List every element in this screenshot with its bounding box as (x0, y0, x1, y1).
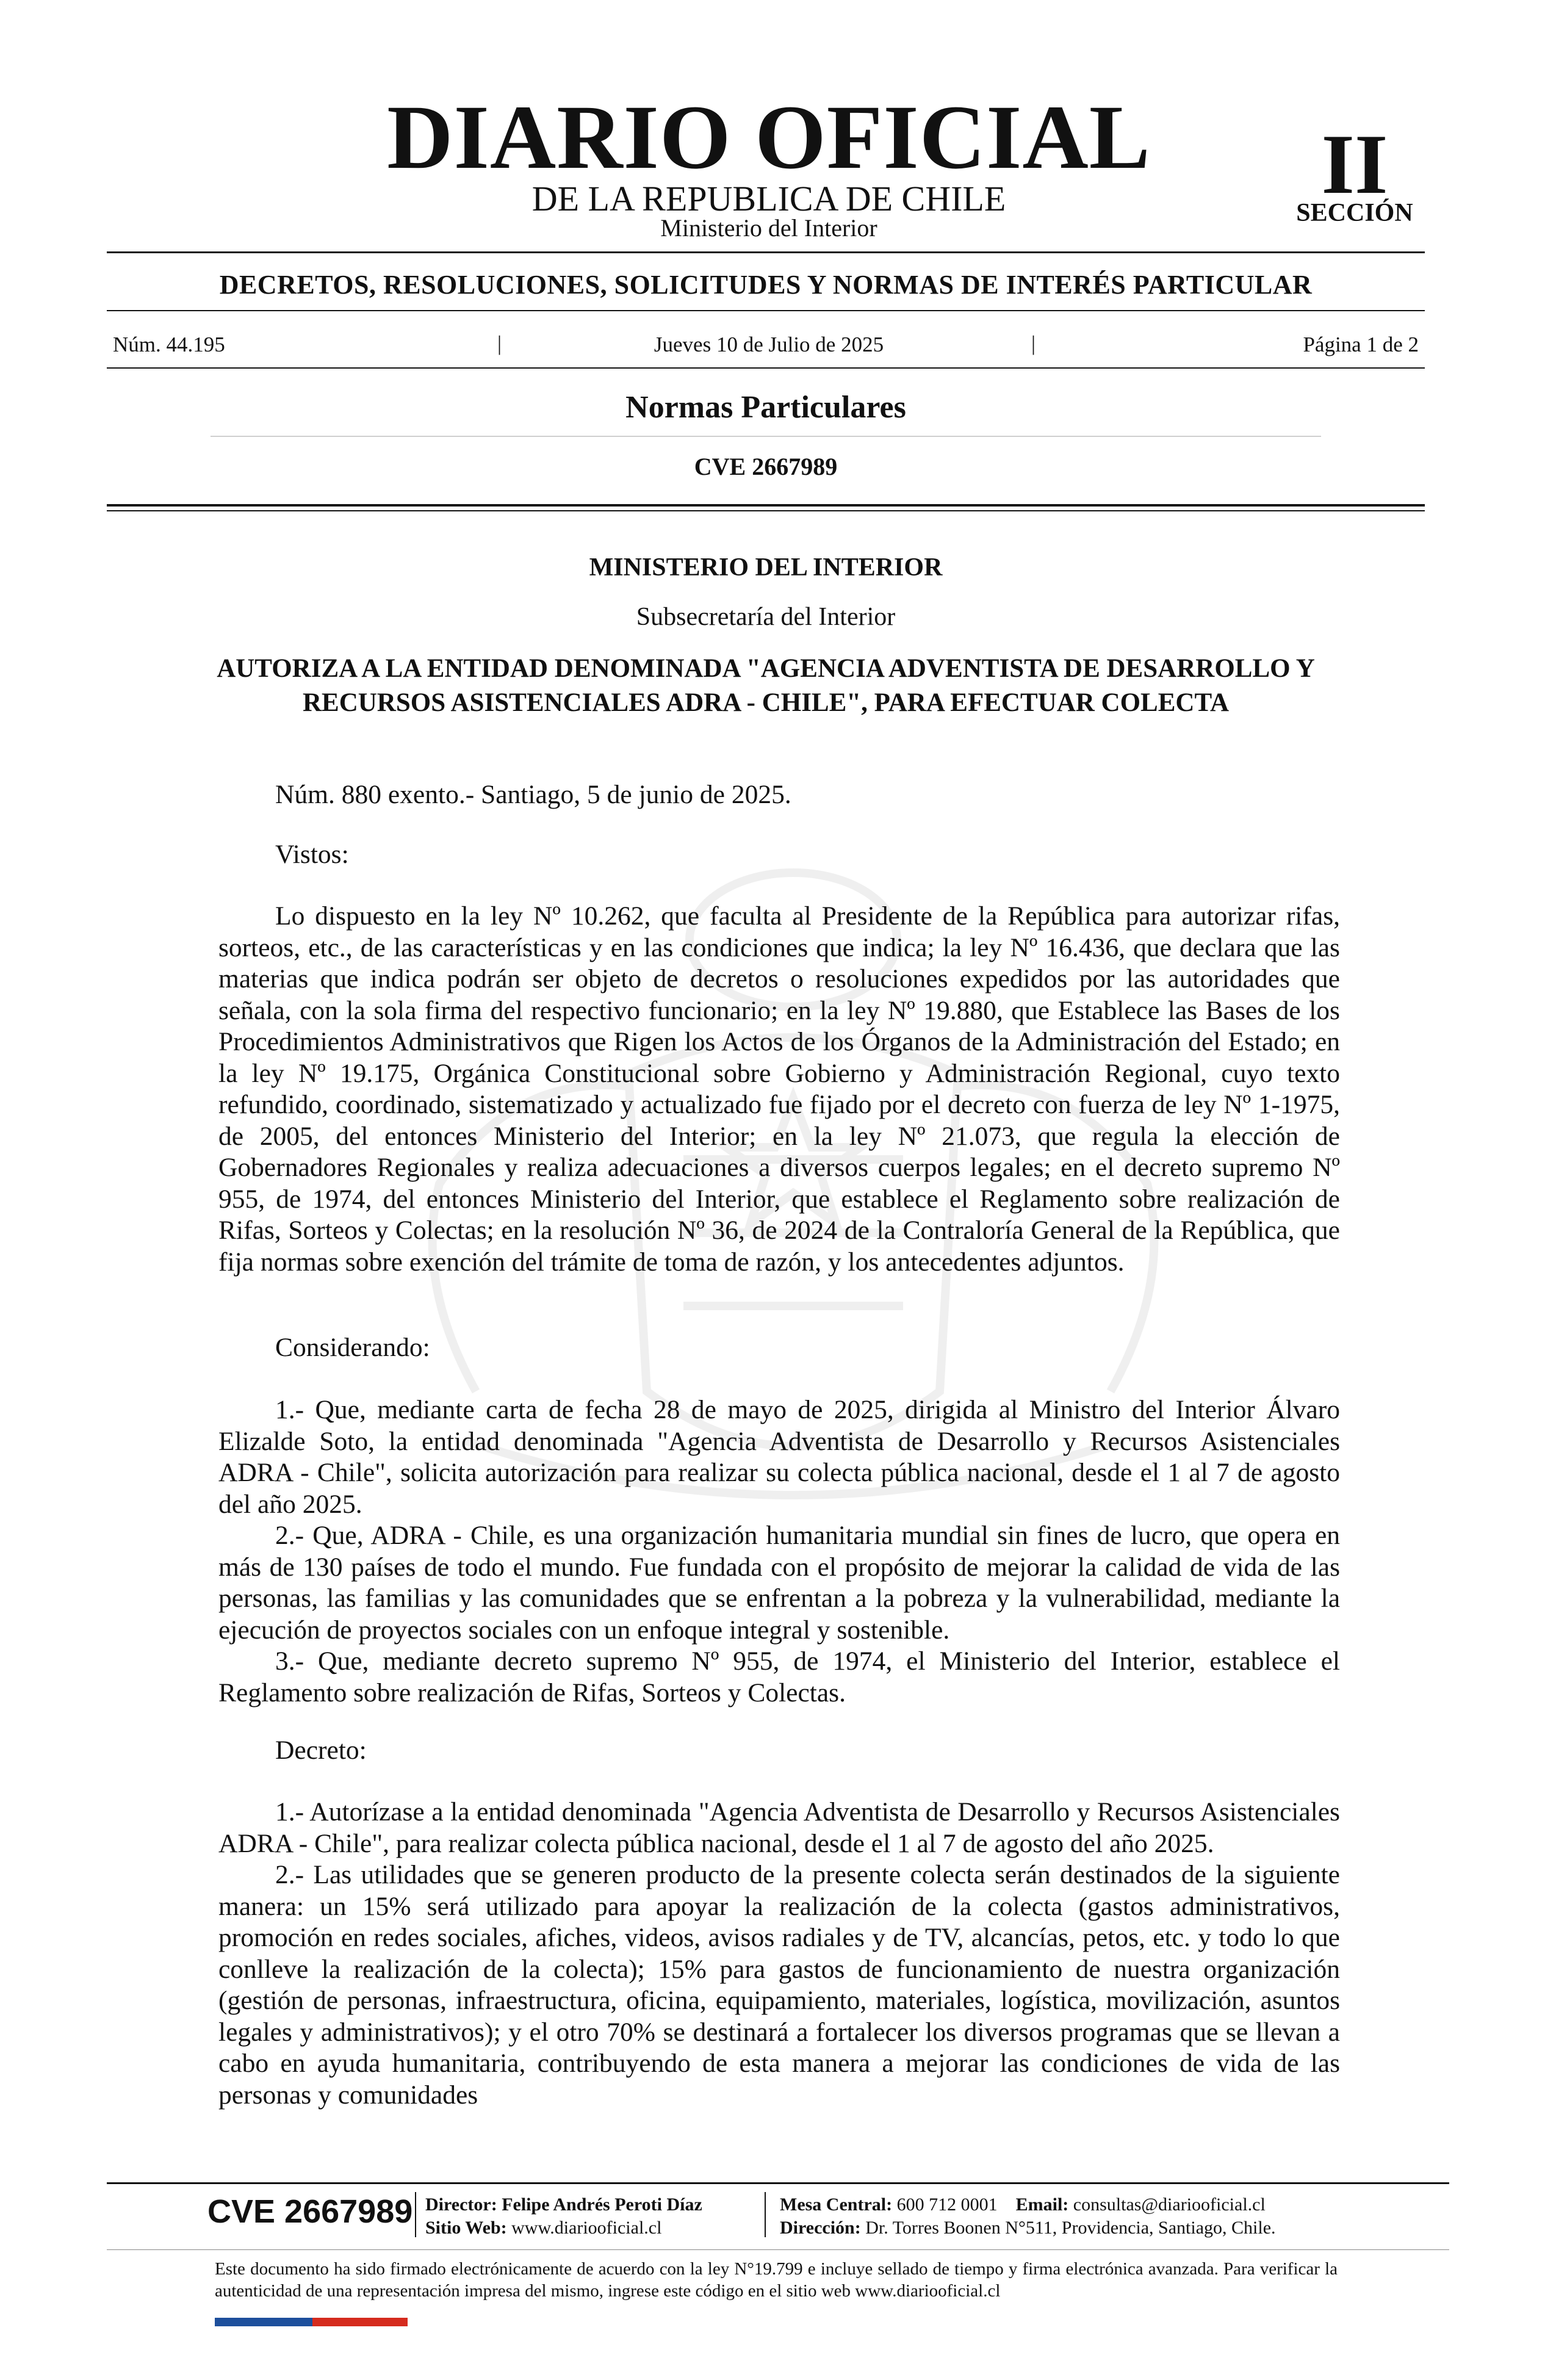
footer-cve: CVE 2667989 (207, 2193, 413, 2230)
decreto-heading: Decreto: (275, 1736, 367, 1765)
issue-date: Jueves 10 de Julio de 2025 (654, 333, 884, 356)
issue-separator: | (497, 331, 502, 355)
email-link[interactable]: consultas@diariooficial.cl (1073, 2194, 1266, 2215)
decreto-body (218, 1797, 1340, 2111)
masthead-title: DIARIO OFICIAL (387, 87, 1151, 188)
considerando-item: 3.- Que, mediante decreto supremo Nº 955, de 1974, el Ministerio del Interior, establece el Reglamento sobre realización de Rifas, Sorteos y Colectas. (218, 1646, 1340, 1707)
flag-stripe-blue (215, 2318, 312, 2326)
vistos-paragraph: Lo dispuesto en la ley Nº 10.262, que faculta al Presidente de la República para autorizar rifas, sorteos, etc., de las características y en las condiciones que indica; la ley Nº 16.436, que declara que las materias que indica podrán ser objeto de decretos o resoluciones expedidos por las autoridades que señala, con la sola firma del respectivo funcionario; en la ley Nº 19.880, que Establece las Bases de los Procedimientos Administrativos que Rigen los Actos de los Órganos de la Administración del Estado; en la ley Nº 19.175, Orgánica Constitucional sobre Gobierno y Administración Regional, cuyo texto refundido, coordinado, sistematizado y actualizado fue fijado por el decreto con fuerza de ley Nº 1-1975, de 2005, del entonces Ministerio del Interior; en la ley Nº 21.073, que regula la elección de Gobernadores Regionales y realiza adecuaciones a diversos cuerpos legales; en el decreto supremo Nº 955, de 1974, del entonces Ministerio del Interior, que establece el Reglamento sobre realización de Rifas, Sorteos y Colectas; en la resolución Nº 36, de 2024 de la Contraloría General de la República, que fija normas sobre exención del trámite de toma de razón, y los antecedentes adjuntos. (218, 901, 1340, 1277)
divider (107, 367, 1425, 369)
footer-divider-thin (107, 2249, 1449, 2250)
issue-page: Página 1 de 2 (1303, 333, 1419, 356)
vistos-heading: Vistos: (275, 840, 349, 869)
footer-director-block (425, 2193, 702, 2240)
web-label: Sitio Web: (425, 2218, 507, 2238)
divider (107, 510, 1425, 511)
divider (107, 504, 1425, 507)
direccion-value: Dr. Torres Boonen N°511, Providencia, Santiago, Chile. (865, 2218, 1276, 2238)
footer-separator (765, 2192, 766, 2237)
vistos-body (218, 901, 1340, 1278)
footer-divider (107, 2182, 1449, 2184)
footer-separator (415, 2192, 416, 2237)
director-name: Felipe Andrés Peroti Díaz (502, 2194, 702, 2215)
normas-title: Normas Particulares (625, 390, 906, 425)
masthead-subtitle: DE LA REPUBLICA DE CHILE (531, 179, 1006, 218)
section-label: SECCIÓN (1296, 199, 1413, 227)
decreto-section (218, 1735, 1340, 1767)
ministry-heading: MINISTERIO DEL INTERIOR (589, 554, 943, 582)
decreto-item: 1.- Autorízase a la entidad denominada "Agencia Adventista de Desarrollo y Recursos Asistenciales ADRA - Chile", para realizar colecta pública nacional, desde el 1 al 7 de agosto del año 2025. (218, 1797, 1340, 1858)
mesa-label: Mesa Central: (780, 2194, 893, 2215)
issue-separator: | (1031, 331, 1036, 355)
considerando-item: 1.- Que, mediante carta de fecha 28 de mayo de 2025, dirigida al Ministro del Interior Álvaro Elizalde Soto, la entidad denominada "Agencia Adventista de Desarrollo y Recursos Asistenciales ADRA - Chile", solicita autorización para realizar su colecta pública nacional, desde el 1 al 7 de agosto del año 2025. (218, 1395, 1340, 1519)
vistos-section (218, 839, 1340, 871)
document-number-line (218, 779, 1340, 811)
issue-number: Núm. 44.195 (113, 333, 225, 356)
divider (107, 310, 1425, 311)
director-label: Director: (425, 2194, 497, 2215)
considerando-heading: Considerando: (275, 1333, 430, 1362)
subsecretaria-heading: Subsecretaría del Interior (636, 603, 896, 631)
number-line: Núm. 880 exento.- Santiago, 5 de junio de 2025. (275, 780, 791, 809)
footer-note: Este documento ha sido firmado electrónicamente de acuerdo con la ley N°19.799 e incluye sellado de tiempo y firma electrónica avanzada. Para verificar la autenticidad de una representación impresa del mismo, ingrese este código en el sitio web www.diariooficial.cl (215, 2259, 1338, 2301)
email-label: Email: (1015, 2194, 1069, 2215)
document-title: AUTORIZA A LA ENTIDAD DENOMINADA "AGENCIA ADVENTISTA DE DESARROLLO Y RECURSOS ASISTENCIALES ADRA - CHILE", PARA EFECTUAR COLECTA (217, 654, 1315, 717)
footer-contact-block (780, 2193, 1276, 2240)
considerando-body (218, 1394, 1340, 1709)
masthead-ministry: Ministerio del Interior (660, 214, 877, 242)
divider (107, 251, 1425, 253)
considerando-section (218, 1332, 1340, 1364)
cve-code: CVE 2667989 (694, 453, 838, 480)
section-number: II (1321, 117, 1388, 212)
decreto-item: 2.- Las utilidades que se generen producto de la presente colecta serán destinados de la siguiente manera: un 15% será utilizado para apoyar la realización de la colecta (gastos administrativos, promoción en redes sociales, afiches, videos, avisos radiales y de TV, alcancías, petos, etc. y todo lo que conlleve la realización de la colecta); 15% para gastos de funcionamiento de nuestra organización (gestión de personas, infraestructura, oficina, equipamiento, materiales, logística, movilización, asuntos legales y administrativos); y el otro 70% se destinará a fortalecer los diversos programas que se llevan a cabo en ayuda humanitaria, contribuyendo de esta manera a mejorar las condiciones de vida de las personas y comunidades (218, 1860, 1340, 2110)
considerando-item: 2.- Que, ADRA - Chile, es una organización humanitaria mundial sin fines de lucro, que opera en más de 130 países de todo el mundo. Fue fundada con el propósito de mejorar la calidad de vida de las personas, las familias y las comunidades que se enfrentan a la pobreza y la vulnerabilidad, mediante la ejecución de proyectos sociales con un enfoque integral y sostenible. (218, 1521, 1340, 1645)
website-link[interactable]: www.diariooficial.cl (511, 2218, 662, 2238)
section-heading: DECRETOS, RESOLUCIONES, SOLICITUDES Y NORMAS DE INTERÉS PARTICULAR (219, 270, 1313, 300)
divider (211, 436, 1321, 437)
direccion-label: Dirección: (780, 2218, 861, 2238)
flag-stripe-red (312, 2318, 408, 2326)
mesa-phone: 600 712 0001 (896, 2194, 998, 2215)
